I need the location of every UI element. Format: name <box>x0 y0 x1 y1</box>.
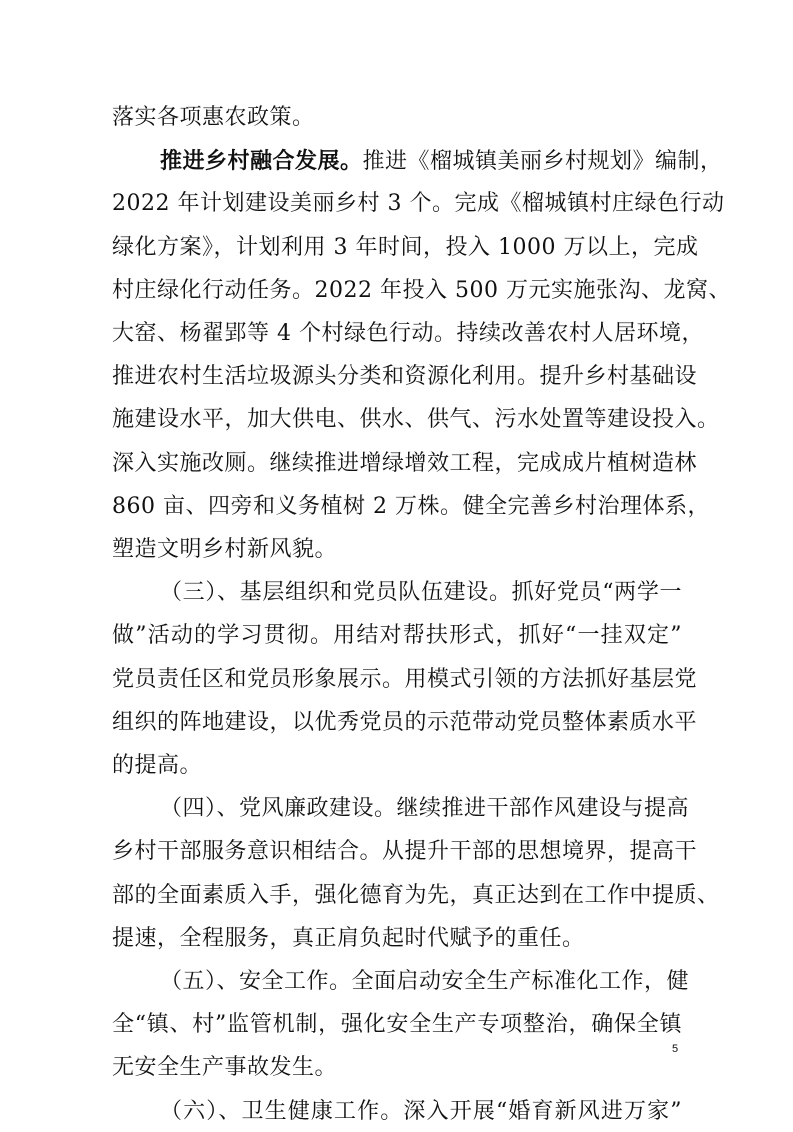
text-line: 落实各项惠农政策。 <box>112 105 315 130</box>
text-line: 塑造文明乡村新风貌。 <box>112 537 338 562</box>
text-span: 推进《榴城镇美丽乡村规划》编制， <box>362 149 723 175</box>
text-line <box>160 141 723 181</box>
text-line: 全“镇、村”监管机制，强化安全生产专项整治，确保全镇 <box>112 1012 682 1038</box>
text-line: 部的全面素质入手，强化德育为先，真正达到在工作中提质、 <box>112 882 720 908</box>
text-line: 的提高。 <box>112 753 203 778</box>
text-line: 860 亩、四旁和义务植树 2 万株。健全完善乡村治理体系， <box>112 493 710 519</box>
text-line: 组织的阵地建设，以优秀党员的示范带动党员整体素质水平 <box>112 709 698 735</box>
text-line: 乡村干部服务意识相结合。从提升干部的思想境界，提高干 <box>112 839 698 865</box>
section-heading: 推进乡村融合发展。 <box>160 148 363 175</box>
text-line: 2022 年计划建设美丽乡村 3 个。完成《榴城镇村庄绿色行动 <box>112 191 725 217</box>
text-line: （五）、安全工作。全面启动安全生产标准化工作，健 <box>160 969 690 994</box>
text-line: 村庄绿化行动任务。2022 年投入 500 万元实施张沟、龙窝、 <box>112 277 731 303</box>
text-line: 无安全生产事故发生。 <box>112 1055 338 1081</box>
text-line: （四）、党风廉政建设。继续推进干部作风建设与提高 <box>160 796 690 822</box>
text-line: 施建设水平，加大供电、供水、供气、污水处置等建设投入。 <box>112 407 720 433</box>
text-line: （三）、基层组织和党员队伍建设。抓好党员“两学一 <box>160 580 682 606</box>
text-line: 深入实施改厕。继续推进增绿增效工程，完成成片植树造林 <box>112 450 698 476</box>
text-line: 推进农村生活垃圾源头分类和资源化利用。提升乡村基础设 <box>112 364 698 390</box>
text-line: 提速，全程服务，真正肩负起时代赋予的重任。 <box>112 925 585 951</box>
page-number: 5 <box>672 1043 679 1055</box>
text-line: 大窑、杨翟郢等 4 个村绿色行动。持续改善农村人居环境， <box>112 321 704 346</box>
text-line: 绿化方案》，计划利用 3 年时间，投入 1000 万以上，完成 <box>112 234 699 260</box>
text-line: 做”活动的学习贯彻。用结对帮扶形式，抓好“一挂双定” <box>112 623 682 649</box>
text-line: 党员责任区和党员形象展示。用模式引领的方法抓好基层党 <box>112 666 698 692</box>
text-line: （六）、卫生健康工作。深入开展“婚育新风进万家” <box>160 1098 682 1124</box>
